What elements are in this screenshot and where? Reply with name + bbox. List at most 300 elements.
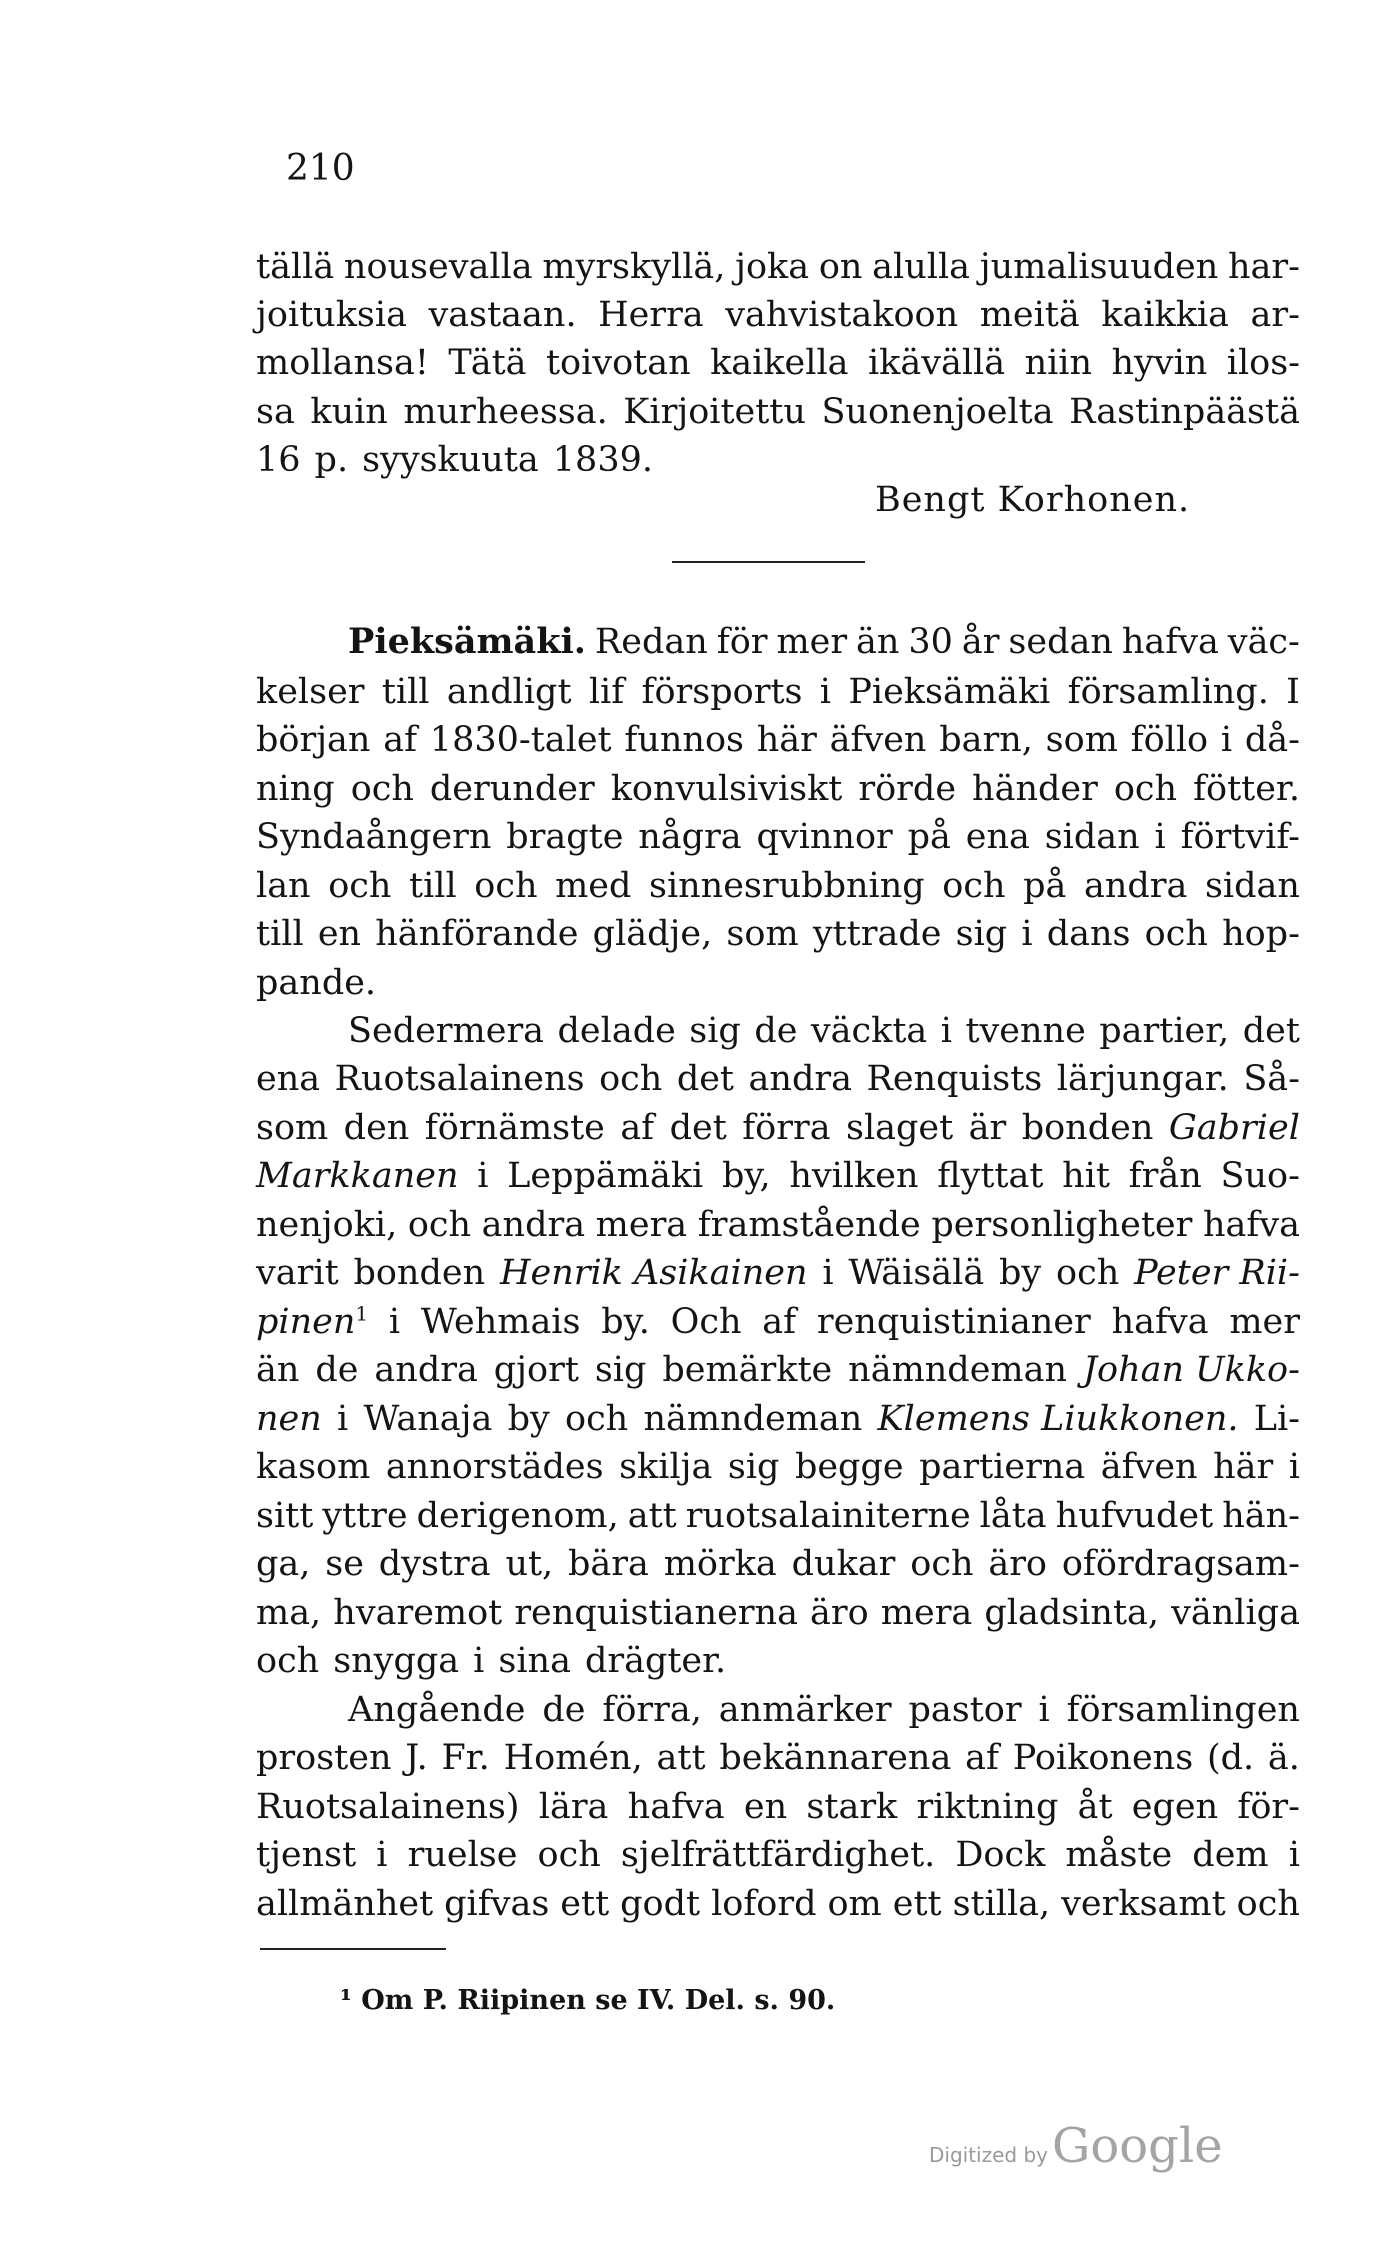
google-logo: Google bbox=[1052, 2118, 1223, 2174]
word: hvilken bbox=[789, 1156, 919, 1196]
word: sjelfrättfärdighet. bbox=[620, 1835, 936, 1875]
text-line bbox=[256, 1106, 1300, 1150]
digitized-label: Digitized by bbox=[929, 2143, 1048, 2167]
word: på bbox=[1023, 866, 1067, 906]
word: andra bbox=[1083, 866, 1188, 906]
word: hafva bbox=[627, 1787, 725, 1827]
word: i bbox=[822, 1253, 834, 1293]
word: sedan bbox=[1008, 622, 1113, 662]
word: sitt bbox=[256, 1496, 314, 1536]
person-name: Gabriel bbox=[1168, 1108, 1300, 1148]
word: ett bbox=[892, 1884, 942, 1924]
word: bära bbox=[568, 1544, 649, 1584]
word: af bbox=[965, 1738, 999, 1778]
word: loford bbox=[711, 1884, 817, 1924]
word: att bbox=[656, 1738, 706, 1778]
word: gladsinta, bbox=[984, 1593, 1160, 1633]
word: mörka bbox=[663, 1544, 777, 1584]
word: ma, bbox=[256, 1593, 322, 1633]
word: det bbox=[676, 1059, 734, 1099]
word: Wehmais bbox=[420, 1302, 581, 1342]
text-line bbox=[256, 1251, 1300, 1295]
word: Syndaångern bbox=[256, 817, 492, 857]
word: myrskyllä, bbox=[542, 247, 726, 287]
word: Suo- bbox=[1220, 1156, 1300, 1196]
person-name: pinen bbox=[256, 1302, 356, 1342]
word: andligt bbox=[446, 672, 572, 712]
text-line bbox=[256, 1154, 1300, 1198]
word: då- bbox=[1244, 720, 1300, 760]
word: hafva bbox=[1202, 1205, 1300, 1245]
word: Tätä bbox=[448, 343, 527, 383]
word: och bbox=[328, 866, 392, 906]
word: joka bbox=[735, 247, 810, 287]
word: ena bbox=[256, 1059, 321, 1099]
word: niin bbox=[1024, 343, 1093, 383]
word: se bbox=[325, 1544, 364, 1584]
word: från bbox=[1128, 1156, 1202, 1196]
word: den bbox=[343, 1108, 410, 1148]
person-name: Markkanen bbox=[256, 1156, 459, 1196]
word: Suonenjoelta bbox=[821, 392, 1054, 432]
word: sidan bbox=[1204, 866, 1300, 906]
word: sig bbox=[689, 1011, 741, 1051]
word: de bbox=[315, 1350, 359, 1390]
word: glädje, bbox=[592, 914, 713, 954]
word: Leppämäki bbox=[507, 1156, 704, 1196]
word: och bbox=[599, 1059, 663, 1099]
word: och bbox=[1113, 769, 1178, 809]
word: gjort bbox=[493, 1350, 579, 1390]
text-line bbox=[256, 864, 1300, 908]
footnote-divider bbox=[260, 1948, 446, 1950]
section-heading: Pieksämäki. bbox=[348, 621, 586, 662]
word: lära bbox=[538, 1787, 609, 1827]
word: som bbox=[726, 914, 799, 954]
word: pande. bbox=[256, 963, 377, 1003]
word: till bbox=[409, 866, 457, 906]
word: varit bbox=[256, 1253, 339, 1293]
word: bonden bbox=[353, 1253, 486, 1293]
word: Homén, bbox=[503, 1738, 643, 1778]
word: som bbox=[256, 1108, 329, 1148]
word: af bbox=[620, 1108, 655, 1148]
word: 30 bbox=[908, 622, 953, 662]
digitized-watermark bbox=[929, 2118, 1223, 2174]
word: fötter. bbox=[1193, 769, 1300, 809]
word: sinnesrubbning bbox=[648, 866, 925, 906]
word: Så- bbox=[1243, 1059, 1300, 1099]
word: verksamt bbox=[1061, 1884, 1226, 1924]
word: hvaremot bbox=[333, 1593, 503, 1633]
word: och bbox=[1144, 914, 1208, 954]
word: de bbox=[754, 1011, 798, 1051]
word: rörde bbox=[858, 769, 957, 809]
word: lan bbox=[256, 866, 311, 906]
text-line bbox=[256, 438, 1300, 482]
text-line bbox=[256, 390, 1300, 434]
text-line bbox=[256, 1882, 1300, 1926]
word: i bbox=[376, 1835, 388, 1875]
word: p. bbox=[314, 440, 349, 480]
word: af bbox=[762, 1302, 797, 1342]
word: egen bbox=[1131, 1787, 1219, 1827]
word: mera bbox=[880, 1593, 973, 1633]
word: Och bbox=[670, 1302, 742, 1342]
word: i bbox=[1288, 1835, 1300, 1875]
text-line bbox=[256, 815, 1300, 859]
word: nämndeman bbox=[643, 1399, 863, 1439]
word: slaget bbox=[846, 1108, 954, 1148]
word: anmärker bbox=[718, 1690, 892, 1730]
word: by, bbox=[721, 1156, 771, 1196]
word: väc- bbox=[1227, 622, 1300, 662]
word: ruelse bbox=[407, 1835, 518, 1875]
text-line bbox=[256, 1300, 1300, 1344]
text-line bbox=[256, 718, 1300, 762]
word: andra bbox=[374, 1350, 478, 1390]
word: af bbox=[383, 720, 418, 760]
word: alulla bbox=[872, 247, 971, 287]
word: konvulsiviskt bbox=[610, 769, 843, 809]
word: meitä bbox=[979, 295, 1080, 335]
word: ena bbox=[965, 817, 1030, 857]
word: ilos- bbox=[1226, 343, 1300, 383]
word: försports bbox=[641, 672, 803, 712]
word: väckta bbox=[810, 1011, 928, 1051]
word: skilja bbox=[619, 1447, 713, 1487]
word: riktning bbox=[916, 1787, 1059, 1827]
word: och bbox=[407, 1205, 472, 1245]
word: by bbox=[507, 1399, 550, 1439]
footnote: ¹ Om P. Riipinen se IV. Del. s. 90. bbox=[340, 1985, 836, 2016]
word: till bbox=[256, 914, 304, 954]
word: bemärkte bbox=[662, 1350, 833, 1390]
word: Angående bbox=[348, 1690, 526, 1730]
text-line bbox=[256, 1009, 1300, 1053]
word: renquistianerna bbox=[514, 1593, 798, 1633]
text-line bbox=[256, 1057, 1300, 1101]
word: åt bbox=[1077, 1787, 1113, 1827]
word: derunder bbox=[429, 769, 595, 809]
word: i bbox=[337, 1399, 349, 1439]
word: här bbox=[1213, 1447, 1274, 1487]
person-name: nen bbox=[256, 1399, 322, 1439]
word: hufvudet bbox=[1055, 1496, 1214, 1536]
word: Dock bbox=[955, 1835, 1046, 1875]
footnote-marker: 1 bbox=[355, 1301, 369, 1326]
word: vastaan. bbox=[428, 295, 577, 335]
word: några bbox=[638, 817, 742, 857]
word: Rastinpäästä bbox=[1069, 392, 1300, 432]
word: har- bbox=[1228, 247, 1300, 287]
signature: Bengt Korhonen. bbox=[875, 480, 1191, 520]
word: Redan bbox=[594, 622, 708, 662]
section-divider bbox=[672, 561, 865, 563]
text-line bbox=[256, 1494, 1300, 1538]
word: på bbox=[907, 817, 951, 857]
word: partierna bbox=[919, 1447, 1086, 1487]
word: än bbox=[856, 622, 900, 662]
word: stark bbox=[806, 1787, 898, 1827]
word: hafva bbox=[1111, 1302, 1209, 1342]
word: ar- bbox=[1250, 295, 1300, 335]
word: för bbox=[716, 622, 768, 662]
word: förtvif- bbox=[1180, 817, 1300, 857]
word: lif bbox=[588, 672, 625, 712]
word: dem bbox=[1192, 1835, 1269, 1875]
word: ruotsalainiterne bbox=[685, 1496, 971, 1536]
text-line bbox=[256, 670, 1300, 714]
text-line bbox=[256, 1688, 1300, 1732]
word: och bbox=[256, 1641, 320, 1681]
word: Sedermera bbox=[348, 1011, 545, 1051]
word: pastor bbox=[908, 1690, 1022, 1730]
word: 1839. bbox=[552, 440, 653, 480]
person-name: Klemens Liukkonen. bbox=[877, 1399, 1239, 1439]
word: med bbox=[555, 866, 632, 906]
word: i bbox=[1220, 720, 1233, 760]
person-name: Peter Rii- bbox=[1134, 1253, 1300, 1293]
word: Wanaja bbox=[363, 1399, 493, 1439]
word: det bbox=[1242, 1011, 1300, 1051]
text-line bbox=[256, 341, 1300, 385]
word: nämndeman bbox=[848, 1350, 1068, 1390]
word: i bbox=[940, 1011, 952, 1051]
name-with-note bbox=[256, 1300, 368, 1344]
text-line bbox=[256, 293, 1300, 337]
word: sig bbox=[727, 1447, 780, 1487]
word: hän- bbox=[1222, 1496, 1300, 1536]
text-line bbox=[256, 767, 1300, 811]
word: allmänhet bbox=[256, 1884, 434, 1924]
word: och bbox=[565, 1399, 629, 1439]
word: nousevalla bbox=[343, 247, 533, 287]
word: låta bbox=[979, 1496, 1047, 1536]
word: flyttat bbox=[937, 1156, 1044, 1196]
word: renquistinianer bbox=[816, 1302, 1091, 1342]
text-line bbox=[256, 1397, 1300, 1441]
word: ofördragsam- bbox=[1061, 1544, 1300, 1584]
word: nenjoki, bbox=[256, 1205, 398, 1245]
text-line bbox=[256, 1785, 1300, 1829]
word: Renquists bbox=[866, 1059, 1043, 1099]
word: och bbox=[1236, 1884, 1300, 1924]
word: föllo bbox=[1130, 720, 1209, 760]
word: on bbox=[818, 247, 863, 287]
word: och bbox=[1056, 1253, 1120, 1293]
word: bragte bbox=[506, 817, 624, 857]
text-line bbox=[256, 961, 1300, 1005]
word: är bbox=[968, 1108, 1007, 1148]
word: sina bbox=[498, 1641, 571, 1681]
word: om bbox=[827, 1884, 882, 1924]
text-line bbox=[256, 1736, 1300, 1780]
word: yttrade bbox=[812, 914, 942, 954]
word: hänförande bbox=[375, 914, 579, 954]
word: som bbox=[1045, 720, 1118, 760]
word: de bbox=[542, 1690, 586, 1730]
word: äfven bbox=[1100, 1447, 1198, 1487]
word: godt bbox=[620, 1884, 701, 1924]
word: här bbox=[756, 720, 817, 760]
word: förra, bbox=[602, 1690, 702, 1730]
word: Li- bbox=[1253, 1399, 1300, 1439]
word: i bbox=[477, 1156, 489, 1196]
word: tällä bbox=[256, 247, 335, 287]
person-name: Henrik Asikainen bbox=[499, 1253, 808, 1293]
word: dystra bbox=[378, 1544, 491, 1584]
word: i bbox=[473, 1641, 485, 1681]
word: i bbox=[1154, 817, 1166, 857]
word: tjenst bbox=[256, 1835, 357, 1875]
word: toivotan bbox=[545, 343, 691, 383]
word: vänliga bbox=[1171, 1593, 1300, 1633]
word: äfven bbox=[829, 720, 927, 760]
word: ett bbox=[560, 1884, 610, 1924]
text-line bbox=[256, 1833, 1300, 1877]
word: förnämste bbox=[424, 1108, 605, 1148]
word: början bbox=[256, 720, 371, 760]
word: vahvistakoon bbox=[725, 295, 959, 335]
text-line bbox=[256, 912, 1300, 956]
word: tvenne bbox=[965, 1011, 1086, 1051]
word: by bbox=[999, 1253, 1042, 1293]
text-line bbox=[256, 1639, 1300, 1683]
word: barn, bbox=[939, 720, 1033, 760]
word: andra bbox=[748, 1059, 852, 1099]
word: annorstädes bbox=[385, 1447, 604, 1487]
word: hit bbox=[1062, 1156, 1110, 1196]
word: ga, bbox=[256, 1544, 311, 1584]
word: (d. bbox=[1206, 1738, 1255, 1778]
word: sa bbox=[256, 392, 295, 432]
word: i bbox=[1038, 1690, 1050, 1730]
word: begge bbox=[794, 1447, 904, 1487]
word: ä. bbox=[1267, 1738, 1300, 1778]
word: gifvas bbox=[444, 1884, 550, 1924]
word: snygga bbox=[333, 1641, 460, 1681]
word: 1830-talet bbox=[429, 720, 612, 760]
word: händer bbox=[972, 769, 1098, 809]
word: partier, bbox=[1099, 1011, 1230, 1051]
word: Herra bbox=[598, 295, 704, 335]
word: Ruotsalainens) bbox=[256, 1787, 520, 1827]
text-line bbox=[256, 1591, 1300, 1635]
word: ut, bbox=[505, 1544, 554, 1584]
word: hafva bbox=[1121, 622, 1219, 662]
word: sig bbox=[955, 914, 1008, 954]
word: det bbox=[669, 1108, 727, 1148]
text-line bbox=[256, 1203, 1300, 1247]
word: hyvin bbox=[1111, 343, 1208, 383]
word: för- bbox=[1237, 1787, 1300, 1827]
word: församlingen bbox=[1066, 1690, 1300, 1730]
word: lärjungar. bbox=[1056, 1059, 1229, 1099]
word: J. bbox=[405, 1738, 428, 1778]
word: och bbox=[537, 1835, 601, 1875]
word: mer bbox=[776, 622, 848, 662]
word: Wäisälä bbox=[848, 1253, 985, 1293]
word: andra bbox=[481, 1205, 586, 1245]
word: syyskuuta bbox=[362, 440, 539, 480]
word: personligheter bbox=[931, 1205, 1193, 1245]
text-line bbox=[256, 1542, 1300, 1586]
word: dukar bbox=[791, 1544, 896, 1584]
word: i bbox=[1021, 914, 1033, 954]
word: församling. bbox=[1067, 672, 1269, 712]
word: mollansa! bbox=[256, 343, 429, 383]
word: delade bbox=[557, 1011, 676, 1051]
word: en bbox=[743, 1787, 788, 1827]
word: och bbox=[910, 1544, 974, 1584]
word: mer bbox=[1229, 1302, 1300, 1342]
word: kelser bbox=[256, 672, 365, 712]
word: Pieksämäki bbox=[848, 672, 1051, 712]
word: kaikella bbox=[710, 343, 849, 383]
word: bekännarena bbox=[719, 1738, 952, 1778]
word: i bbox=[1288, 1447, 1300, 1487]
word: joituksia bbox=[256, 295, 407, 335]
word: och bbox=[474, 866, 538, 906]
word: äro bbox=[988, 1544, 1047, 1584]
word: stilla, bbox=[952, 1884, 1051, 1924]
word: drägter. bbox=[584, 1641, 727, 1681]
word: sidan bbox=[1044, 817, 1140, 857]
word: yttre bbox=[322, 1496, 408, 1536]
word: ikävällä bbox=[867, 343, 1006, 383]
page-number: 210 bbox=[286, 148, 355, 189]
word: bonden bbox=[1021, 1108, 1154, 1148]
word: än bbox=[256, 1350, 300, 1390]
word: derigenom, bbox=[416, 1496, 619, 1536]
word: mera bbox=[595, 1205, 688, 1245]
word: funnos bbox=[624, 720, 744, 760]
text-line bbox=[256, 245, 1300, 289]
word: en bbox=[317, 914, 362, 954]
word: år bbox=[961, 622, 1000, 662]
word: Ruotsalainens bbox=[334, 1059, 585, 1099]
word: äro bbox=[810, 1593, 869, 1633]
person-name: Johan Ukko- bbox=[1082, 1350, 1300, 1390]
word: och bbox=[350, 769, 414, 809]
word: kaikkia bbox=[1101, 295, 1229, 335]
word: murheessa. bbox=[403, 392, 608, 432]
word: att bbox=[627, 1496, 677, 1536]
word: Kirjoitettu bbox=[623, 392, 806, 432]
word: framstående bbox=[697, 1205, 921, 1245]
word: kuin bbox=[310, 392, 388, 432]
word: kasom bbox=[256, 1447, 371, 1487]
word: by. bbox=[601, 1302, 650, 1342]
word: ning bbox=[256, 769, 335, 809]
word: I bbox=[1286, 672, 1300, 712]
word: qvinnor bbox=[756, 817, 893, 857]
word: förra bbox=[742, 1108, 831, 1148]
word: prosten bbox=[256, 1738, 392, 1778]
word: och bbox=[942, 866, 1006, 906]
text-line bbox=[256, 1348, 1300, 1392]
word: Poikonens bbox=[1012, 1738, 1194, 1778]
text-line bbox=[256, 1445, 1300, 1489]
word: jumalisuuden bbox=[979, 247, 1219, 287]
word: sig bbox=[594, 1350, 647, 1390]
word: hop- bbox=[1222, 914, 1300, 954]
word: Fr. bbox=[441, 1738, 490, 1778]
word: måste bbox=[1065, 1835, 1173, 1875]
word: 16 bbox=[256, 440, 301, 480]
word: i bbox=[819, 672, 831, 712]
